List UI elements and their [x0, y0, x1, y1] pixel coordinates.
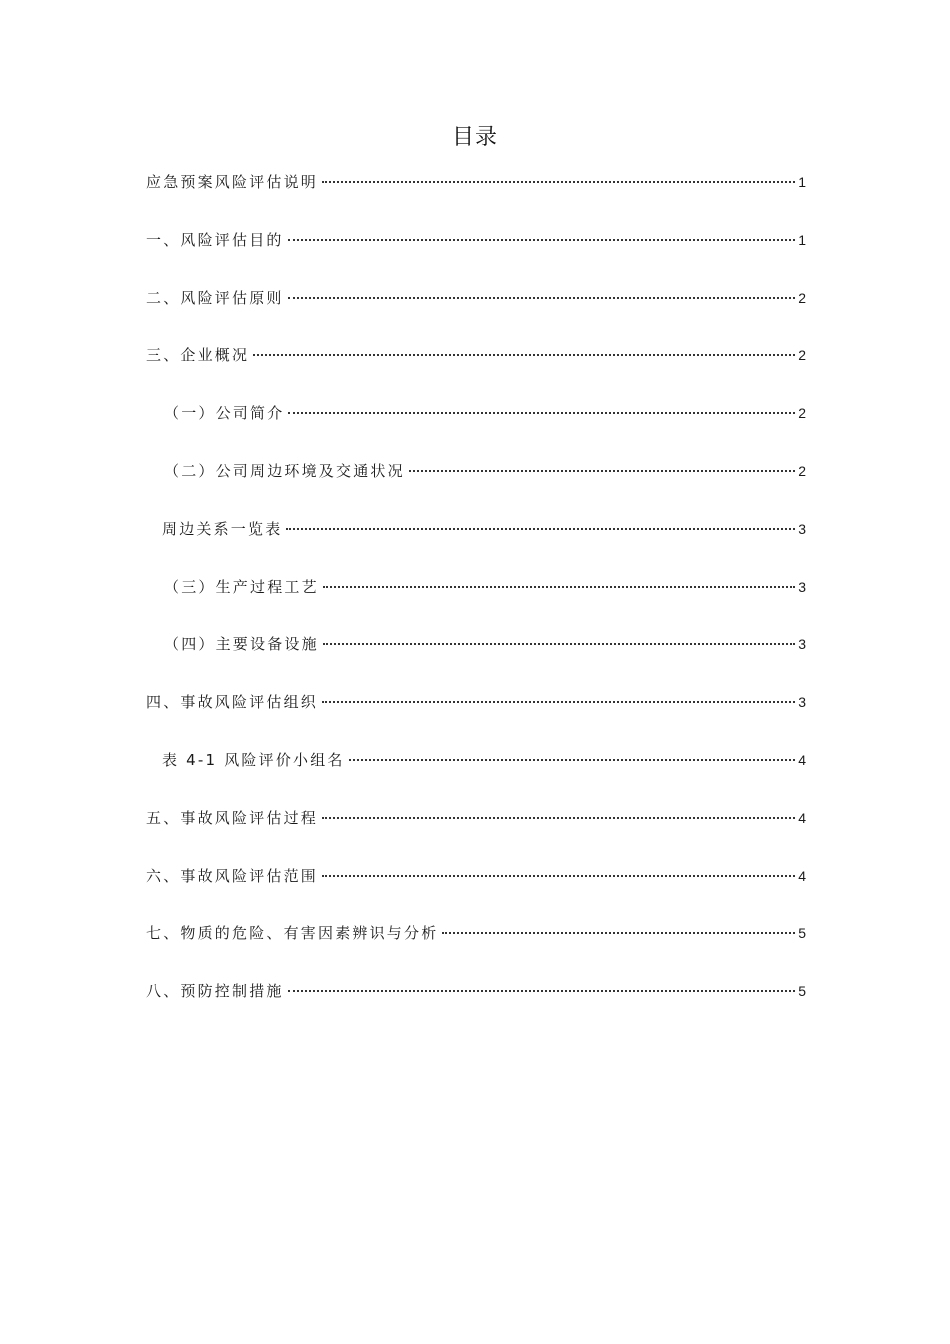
toc-entry-text: （四）主要设备设施: [164, 635, 319, 654]
toc-entry[interactable]: [146, 461, 806, 519]
toc-dot-leader: [323, 586, 795, 588]
toc-entry-text: 应急预案风险评估说明: [146, 173, 319, 191]
toc-dot-leader: [288, 239, 795, 241]
toc-page-number: 3: [798, 578, 806, 595]
toc-dot-leader: [288, 297, 795, 299]
toc-page-number: 1: [798, 174, 806, 190]
toc-dot-leader: [349, 759, 795, 761]
toc-entry-text: 四、事故风险评估组织: [146, 693, 319, 712]
toc-list: [146, 172, 806, 1039]
toc-entry[interactable]: [146, 577, 806, 635]
toc-entry[interactable]: [146, 345, 806, 403]
toc-dot-leader: [288, 412, 795, 414]
toc-dot-leader: [409, 470, 795, 472]
toc-page-number: 2: [798, 347, 806, 364]
toc-entry[interactable]: [146, 981, 806, 1039]
toc-entry-text: （一）公司简介: [164, 404, 285, 423]
toc-dot-leader: [322, 701, 795, 703]
toc-page-number: 4: [798, 809, 806, 826]
toc-entry-text: 表 4-1 风险评价小组名: [162, 750, 345, 769]
toc-entry-text: 七、物质的危险、有害因素辨识与分析: [146, 924, 439, 943]
toc-entry[interactable]: [146, 288, 806, 346]
toc-page-number: 3: [798, 520, 806, 537]
toc-entry-text: 八、预防控制措施: [146, 982, 284, 1001]
toc-page-number: 5: [798, 925, 806, 942]
toc-page-number: 5: [798, 983, 806, 1000]
toc-entry-text: 五、事故风险评估过程: [146, 808, 319, 827]
toc-dot-leader: [288, 990, 795, 992]
toc-entry-text: 一、风险评估目的: [146, 230, 284, 249]
toc-page-number: 2: [798, 405, 806, 422]
toc-entry-text: （二）公司周边环境及交通状况: [164, 461, 405, 480]
toc-dot-leader: [253, 354, 795, 356]
toc-entry[interactable]: [146, 634, 806, 692]
toc-entry-text: （三）生产过程工艺: [164, 577, 319, 596]
toc-dot-leader: [322, 181, 795, 183]
toc-entry[interactable]: [146, 692, 806, 750]
toc-page-number: 3: [798, 694, 806, 711]
toc-entry[interactable]: [146, 808, 806, 866]
toc-page-number: 3: [798, 636, 806, 653]
toc-entry-text: 二、风险评估原则: [146, 288, 284, 307]
toc-entry[interactable]: [146, 403, 806, 461]
toc-dot-leader: [286, 528, 795, 530]
toc-page-number: 4: [798, 751, 806, 768]
toc-page-number: 2: [798, 462, 806, 479]
toc-dot-leader: [322, 817, 795, 819]
toc-page-number: 1: [798, 231, 806, 248]
toc-entry-text: 三、企业概况: [146, 346, 250, 365]
toc-entry[interactable]: [146, 923, 806, 981]
toc-entry[interactable]: [146, 866, 806, 924]
toc-title: 目录: [451, 125, 498, 150]
toc-entry[interactable]: [146, 172, 806, 230]
toc-page-number: 4: [798, 867, 806, 884]
toc-entry[interactable]: [146, 230, 806, 288]
toc-dot-leader: [442, 932, 795, 934]
toc-entry[interactable]: [146, 519, 806, 577]
toc-entry-text: 周边关系一览表: [162, 519, 283, 538]
toc-entry[interactable]: [146, 750, 806, 808]
toc-dot-leader: [323, 643, 795, 645]
toc-entry-text: 六、事故风险评估范围: [146, 866, 319, 885]
toc-page-number: 2: [798, 289, 806, 306]
toc-dot-leader: [322, 875, 795, 877]
